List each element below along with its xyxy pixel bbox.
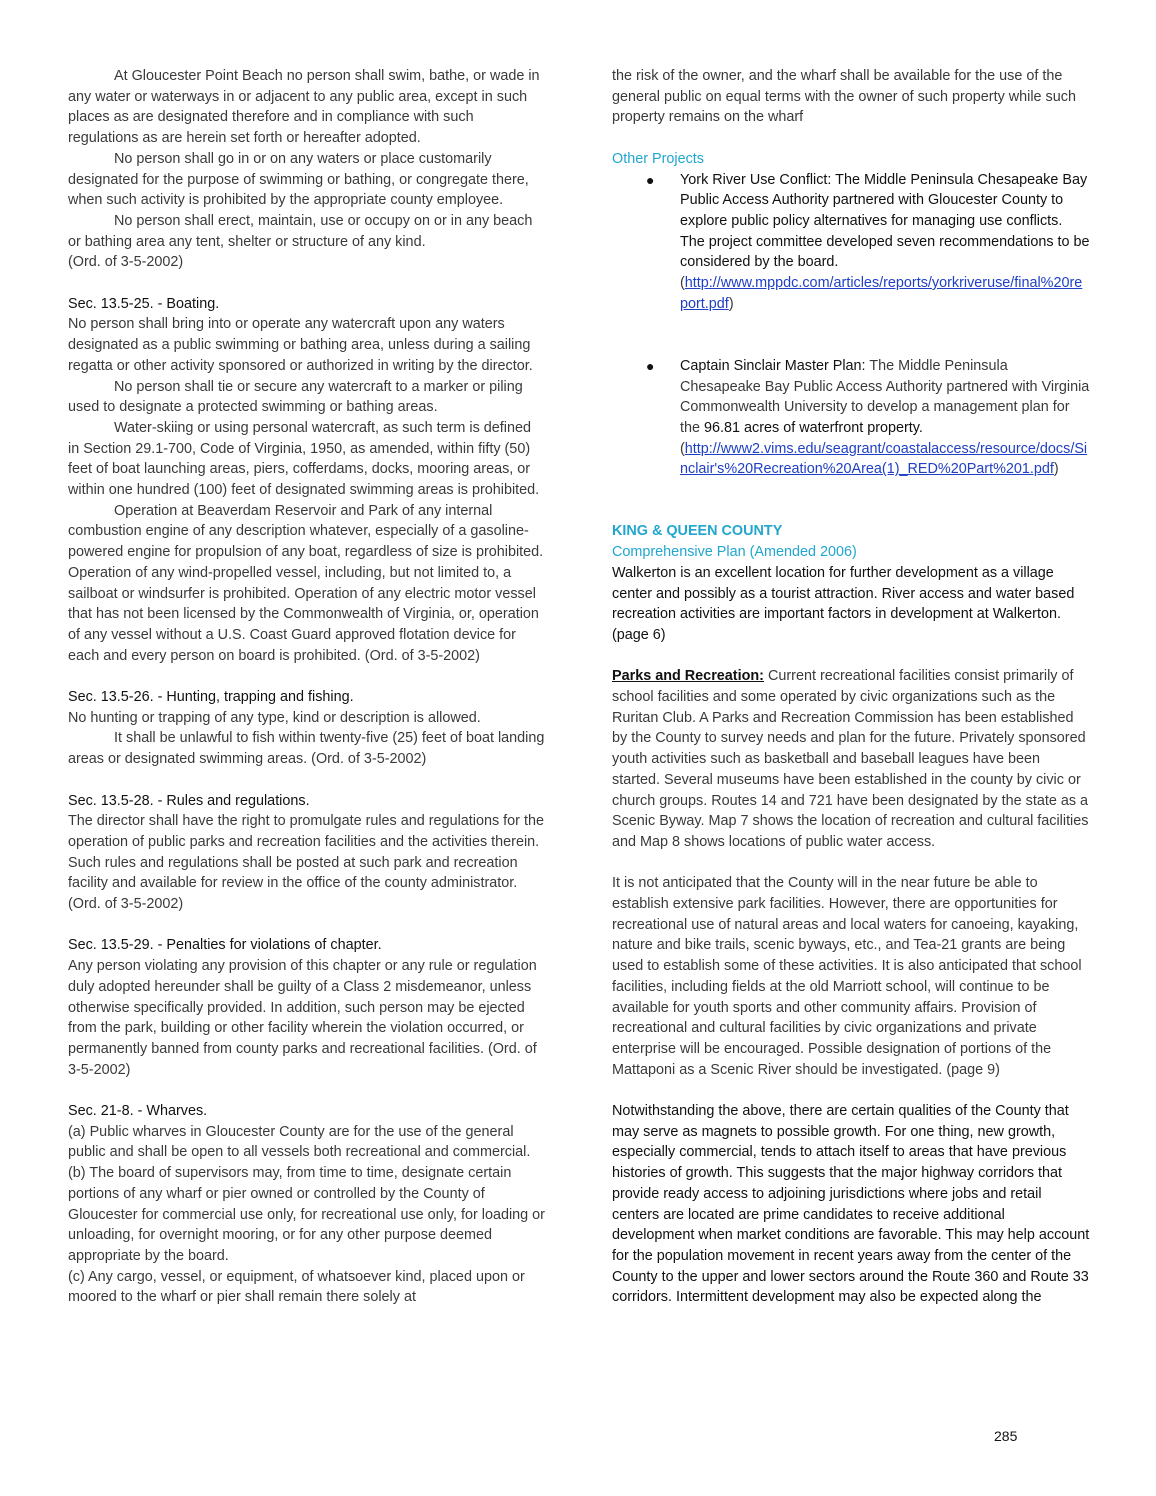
sinclair-text: The Middle Peninsula Chesapeake Bay Public Access Authority partnered with Virginia Commonwealth University to develop a management plan for the — [680, 357, 1090, 436]
hunting-paragraph-2: It shall be unlawful to fish within twenty-five (25) feet of boat landing areas or designated swimming areas. (Ord. of 3-5-2002) — [68, 730, 545, 768]
wharves-paragraph-c: (c) Any cargo, vessel, or equipment, of whatsoever kind, placed upon or moored to the wharf or pier shall remain there solely at — [68, 1268, 525, 1306]
section-hunting-title: Sec. 13.5-26. - Hunting, trapping and fishing. — [68, 689, 354, 706]
section-rules-title: Sec. 13.5-28. - Rules and regulations. — [68, 792, 310, 809]
parks-label: Parks and Recreation: — [612, 668, 764, 685]
section-penalties-title: Sec. 13.5-29. - Penalties for violations of chapter. — [68, 937, 382, 954]
other-projects-heading: Other Projects — [612, 150, 704, 167]
hunting-paragraph-1: No hunting or trapping of any type, kind or description is allowed. — [68, 709, 481, 726]
project-bullet-york-river: ● York River Use Conflict: The Middle Peninsula Chesapeake Bay Public Access Authority partnered with Gloucester County to explore public policy alternatives for managing use conflicts. The project committee developed seven recommendations to be considered by the board. (http://www.mppdc.com/articles/reports/yorkriveruse/final%20report.pdf) — [646, 171, 1090, 312]
boating-paragraph-1: No person shall bring into or operate any watercraft upon any waters designated as a public swimming or bathing area, unless during a sailing regatta or other activity sponsored or authorized in writing by the director. — [68, 316, 533, 374]
notwithstanding-paragraph: Notwithstanding the above, there are certain qualities of the County that may serve as magnets to possible growth. For one thing, new growth, especially commercial, tends to attach itself to areas that have previous histories of growth. This suggests that the major highway corridors that provide ready access to adjoining jurisdictions where jobs and retail centers are located are prime candidates to receive additional development when market conditions are favorable. This may help account for the population movement in recent years away from the center of the County to the upper and lower sectors around the Route 360 and Route 33 corridors. Intermittent development may also be expected along the — [612, 1103, 1090, 1306]
parks-text: Current recreational facilities consist primarily of school facilities and some operated by civic organizations such as the Ruritan Club. A Parks and Recreation Commission has been established by the County to survey needs and plan for the future. Privately sponsored youth activities such as basketball and baseball leagues have been started. Several museums have been established in the county by civic or church groups. Routes 14 and 721 have been designated by the state as a Scenic Byway. Map 7 shows the location of recreation and cultural facilities and Map 8 shows locations of public water access. — [612, 668, 1089, 850]
right-column — [612, 66, 1090, 1308]
page-number: 285 — [994, 1428, 1018, 1444]
bullet-icon: ● — [646, 357, 655, 374]
boating-paragraph-4: Operation at Beaverdam Reservoir and Park of any internal combustion engine of any description whatever, especially of a gasoline-powered engine for propulsion of any boat, regardless of size is prohibited. Operation of any wind-propelled vessel, including, but not limited to, a sailboat or windsurfer is prohibited. Operation of any electric motor vessel that has not been licensed by the Commonwealth of Virginia, or, operation of any vessel without a U.S. Coast Guard approved flotation device for each and every person on board is prohibited. (Ord. of 3-5-2002) — [68, 502, 544, 664]
wharves-paragraph-b: (b) The board of supervisors may, from time to time, designate certain portions of any wharf or pier owned or controlled by the County of Gloucester for commercial use only, for recreational use only, for loading or unloading, for overnight mooring, or for any other purpose deemed appropriate by the board. — [68, 1165, 545, 1264]
county-heading: KING & QUEEN COUNTY — [612, 523, 783, 540]
bullet-icon: ● — [646, 171, 655, 188]
wharves-paragraph-a: (a) Public wharves in Gloucester County are for the use of the general public and shall be open to all vessels both recreational and commercial. — [68, 1123, 531, 1161]
project-bullet-captain-sinclair: ● Captain Sinclair Master Plan: The Middle Peninsula Chesapeake Bay Public Access Authority partnered with Virginia Commonwealth University to develop a management plan for the 96.81 acres of waterfront property. (http://www2.vims.edu/seagrant/coastalaccess/resource/docs/Sinclair's%20Recreation%20Area(1)_RED%20Part%201.pdf) — [646, 357, 1090, 478]
walkerton-paragraph: Walkerton is an excellent location for further development as a village center and possibly as a tourist attraction. River access and water based recreation activities are important factors in development at Walkerton. (page 6) — [612, 564, 1075, 643]
york-river-text: York River Use Conflict: The Middle Peninsula Chesapeake Bay Public Access Authority partnered with Gloucester County to explore public policy alternatives for managing use conflicts. The project committee developed seven recommendations to be considered by the board. — [680, 171, 1090, 271]
sinclair-lead: Captain Sinclair Master Plan: — [680, 357, 866, 374]
beach-paragraph-3: No person shall erect, maintain, use or occupy on or in any beach or bathing area any tent, shelter or structure of any kind. — [68, 212, 533, 250]
beach-paragraph-2: No person shall go in or on any waters or place customarily designated for the purpose of swimming or bathing, or congregate there, when such activity is prohibited by the appropriate county employee. — [68, 150, 529, 209]
left-column — [68, 66, 546, 1308]
wharves-continuation: the risk of the owner, and the wharf shall be available for the use of the general public on equal terms with the owner of such property while such property remains on the wharf — [612, 68, 1076, 126]
york-river-link[interactable]: http://www.mppdc.com/articles/reports/yorkriveruse/final%20report.pdf — [680, 275, 1083, 312]
boating-paragraph-3: Water-skiing or using personal watercraft, as such term is defined in Section 29.1-700, Code of Virginia, 1950, as amended, within fifty (50) feet of boat launching areas, piers, cofferdams, docks, mooring areas, or within one hundred (100) feet of designated swimming areas is prohibited. — [68, 419, 540, 499]
section-wharves-title: Sec. 21-8. - Wharves. — [68, 1103, 208, 1120]
parks-paragraph — [612, 666, 1090, 852]
section-boating-title: Sec. 13.5-25. - Boating. — [68, 295, 220, 312]
boating-paragraph-2: No person shall tie or secure any watercraft to a marker or piling used to designate a protected swimming or bathing areas. — [68, 378, 523, 416]
beach-ordinance: (Ord. of 3-5-2002) — [68, 254, 184, 271]
sinclair-acreage: 96.81 acres of waterfront property. — [704, 419, 923, 436]
penalties-paragraph: Any person violating any provision of this chapter or any rule or regulation duly adopted hereunder shall be guilty of a Class 2 misdemeanor, unless otherwise specifically provided. In addition, such person may be ejected from the park, building or other facility wherein the violation occurred, or permanently banned from county parks and recreational facilities. (Ord. of 3-5-2002) — [68, 958, 537, 1078]
beach-paragraph-1: At Gloucester Point Beach no person shall swim, bathe, or wade in any water or waterways in or adjacent to any public area, except in such places as are designated therefore and in compliance with such regulations as are herein set forth or hereafter adopted. — [68, 68, 540, 147]
rules-paragraph: The director shall have the right to promulgate rules and regulations for the operation of public parks and recreation facilities and the activities therein. Such rules and regulations shall be posted at such park and recreation facility and available for review in the office of the county administrator. (Ord. of 3-5-2002) — [68, 813, 544, 913]
anticipated-paragraph: It is not anticipated that the County will in the near future be able to establish extensive park facilities. However, there are opportunities for recreational use of natural areas and local waters for canoeing, kayaking, nature and bike trails, scenic byways, etc., and Tea-21 grants are being used to establish some of these activities. It is also anticipated that school facilities, including fields at the old Marriott school, will continue to be available for youth sports and other community affairs. Provision of recreational and cultural facilities by civic organizations and private enterprise will be encouraged. Possible designation of portions of the Mattaponi as a Scenic River should be investigated. (page 9) — [612, 875, 1082, 1078]
comprehensive-plan-heading: Comprehensive Plan (Amended 2006) — [612, 544, 857, 561]
sinclair-link[interactable]: http://www2.vims.edu/seagrant/coastalaccess/resource/docs/Sinclair's%20Recreation%20Area(1)_RED%20Part%201.pdf — [680, 440, 1088, 478]
